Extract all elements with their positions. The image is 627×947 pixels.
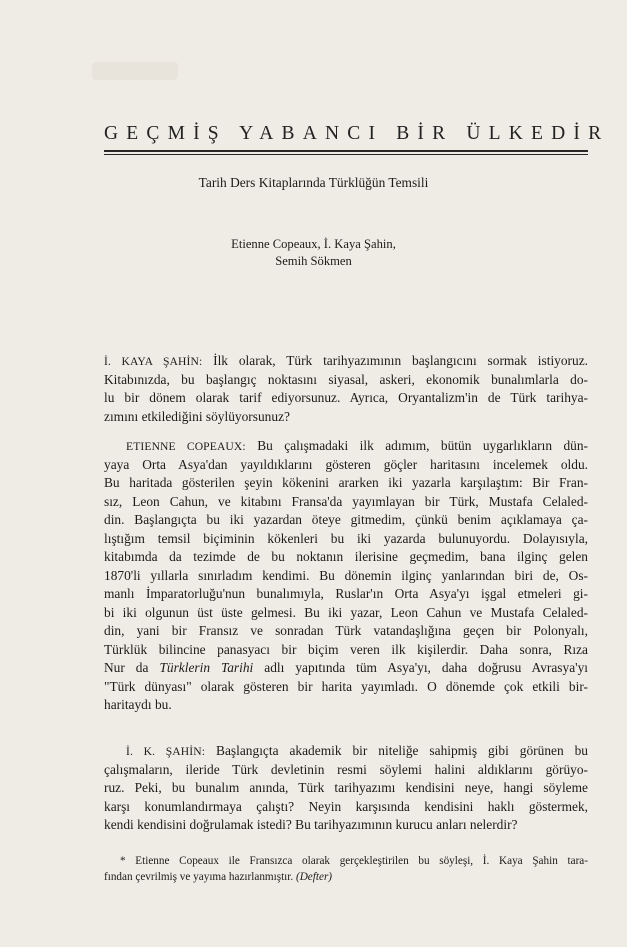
text-line: zımını etkilediğini söylüyorsunuz?: [104, 408, 290, 424]
text-line: din. Başlangıçta bu iki yazardan öteye gitmedim, çünkü benim açıklamaya ça-: [104, 512, 588, 527]
text-line: lıştığım temsil biçiminin kökenleri bu iki yazarda bulunuyordu. Dolayısıyla,: [104, 530, 588, 546]
text-line: çalışmaların, ileride Türk devletinin resmi söylemi halini aldıklarını görüyo-: [104, 761, 588, 777]
author-line: Semih Sökmen: [275, 254, 352, 268]
author-line: Etienne Copeaux, İ. Kaya Şahin,: [231, 237, 396, 251]
text-line: manlı İmparatorluğu'nun bunalımıyla, Ruslar'ın Orta Asya'yı işgal etmeleri gi-: [104, 586, 588, 601]
text-line: Bu haritada gösterilen şeyin kökenini ararken iki yazarla karşılaştım: Bir Fran-: [104, 475, 588, 490]
heading-rule-thin: [104, 154, 588, 155]
faded-watermark: [92, 62, 178, 80]
article-subtitle: Tarih Ders Kitaplarında Türklüğün Temsili: [198, 175, 429, 190]
text-line: İ. KAYA ŞAHİN: İlk olarak, Türk tarihyazımının başlangıcını sormak istiyoruz.: [104, 353, 588, 368]
text-line: Kitabınızda, bu başlangıç noktasını siyasal, askeri, ekonomik bunalımlarla do-: [104, 371, 588, 387]
article-heading: GEÇMİŞ YABANCI BİR ÜLKEDİR: [104, 123, 610, 144]
footnote-line: * Etienne Copeaux ile Fransızca olarak gerçekleştirilen bu söyleşi, İ. Kaya Şahin tara-: [120, 855, 588, 867]
text-line: ETIENNE COPEAUX: Bu çalışmadaki ilk adımım, bütün uygarlıkların dün-: [126, 438, 588, 453]
footnote-source: (Defter): [296, 871, 333, 883]
text-line: haritaydı bu.: [104, 697, 172, 712]
text-line: kendi kendisini doğrulamak istedi? Bu tarihyazımının kurucu anları nelerdir?: [104, 817, 518, 832]
text-line: karşı konumlandırmaya çalıştı? Neyin karşısında kendisini haklı göstermek,: [104, 798, 588, 814]
text-line: Türklük bilincine panasyacı bir biçim veren ilk kişilerdir. Daha sonra, Rıza: [104, 641, 588, 657]
text-line: sız, Leon Cahun, ve kitabını Fransa'da yayımlayan bir Türk, Mustafa Celaled-: [104, 493, 588, 509]
text-line: İ. K. ŞAHİN: Başlangıçta akademik bir niteliğe sahipmiş gibi görünen bu: [126, 743, 588, 758]
text-line: din, yani bir Fransız ve sonradan Türk vatandaşlığına geçen bir Polonyalı,: [104, 623, 588, 638]
interview-answer-1: [104, 437, 588, 715]
footnote: [104, 853, 588, 885]
interview-question-1: [104, 352, 588, 426]
text-line: kitabımda da tezimde de bu noktanın ilerisine geçmedim, bana ilginç gelen: [104, 549, 588, 564]
text-line: lu bir dönem olarak tarif ediyorsunuz. Ayrıca, Oryantalizm'in de Türk tarihya-: [104, 390, 588, 405]
author-list: [0, 236, 627, 270]
text-line: "Türk dünyası" olarak gösteren bir harita yayımladı. O dönemde çok etkili bir-: [104, 678, 588, 694]
speaker-label: İ. K. ŞAHİN:: [126, 745, 206, 758]
speaker-label: ETIENNE COPEAUX:: [126, 440, 246, 453]
text-line: Nur da Türklerin Tarihi adlı yapıtında tüm Asya'yı, daha doğrusu Avrasya'yı: [104, 660, 588, 675]
interview-question-2: [104, 742, 588, 835]
speaker-label: İ. KAYA ŞAHİN:: [104, 355, 203, 368]
heading-rule-thick: [104, 150, 588, 152]
footnote-line: fından çevrilmiş ve yayıma hazırlanmıştır. (Defter): [104, 871, 333, 883]
text-line: ruz. Peki, bu bunalım anında, Türk tarihyazımı kendisini neye, hangi söyleme: [104, 780, 588, 795]
book-title: Türklerin Tarihi: [159, 660, 254, 675]
text-line: 1870'li yıllarla sınırladım kendimi. Bu dönemin ilginç yanlarından biri de, Os-: [104, 567, 588, 583]
text-line: bi iki olgunun üst üste gelmesi. Bu iki yazar, Leon Cahun ve Mustafa Celaled-: [104, 604, 588, 620]
text-line: yaya Orta Asya'dan yayıldıklarını gösteren göçler haritasını incelemek oldu.: [104, 456, 588, 472]
